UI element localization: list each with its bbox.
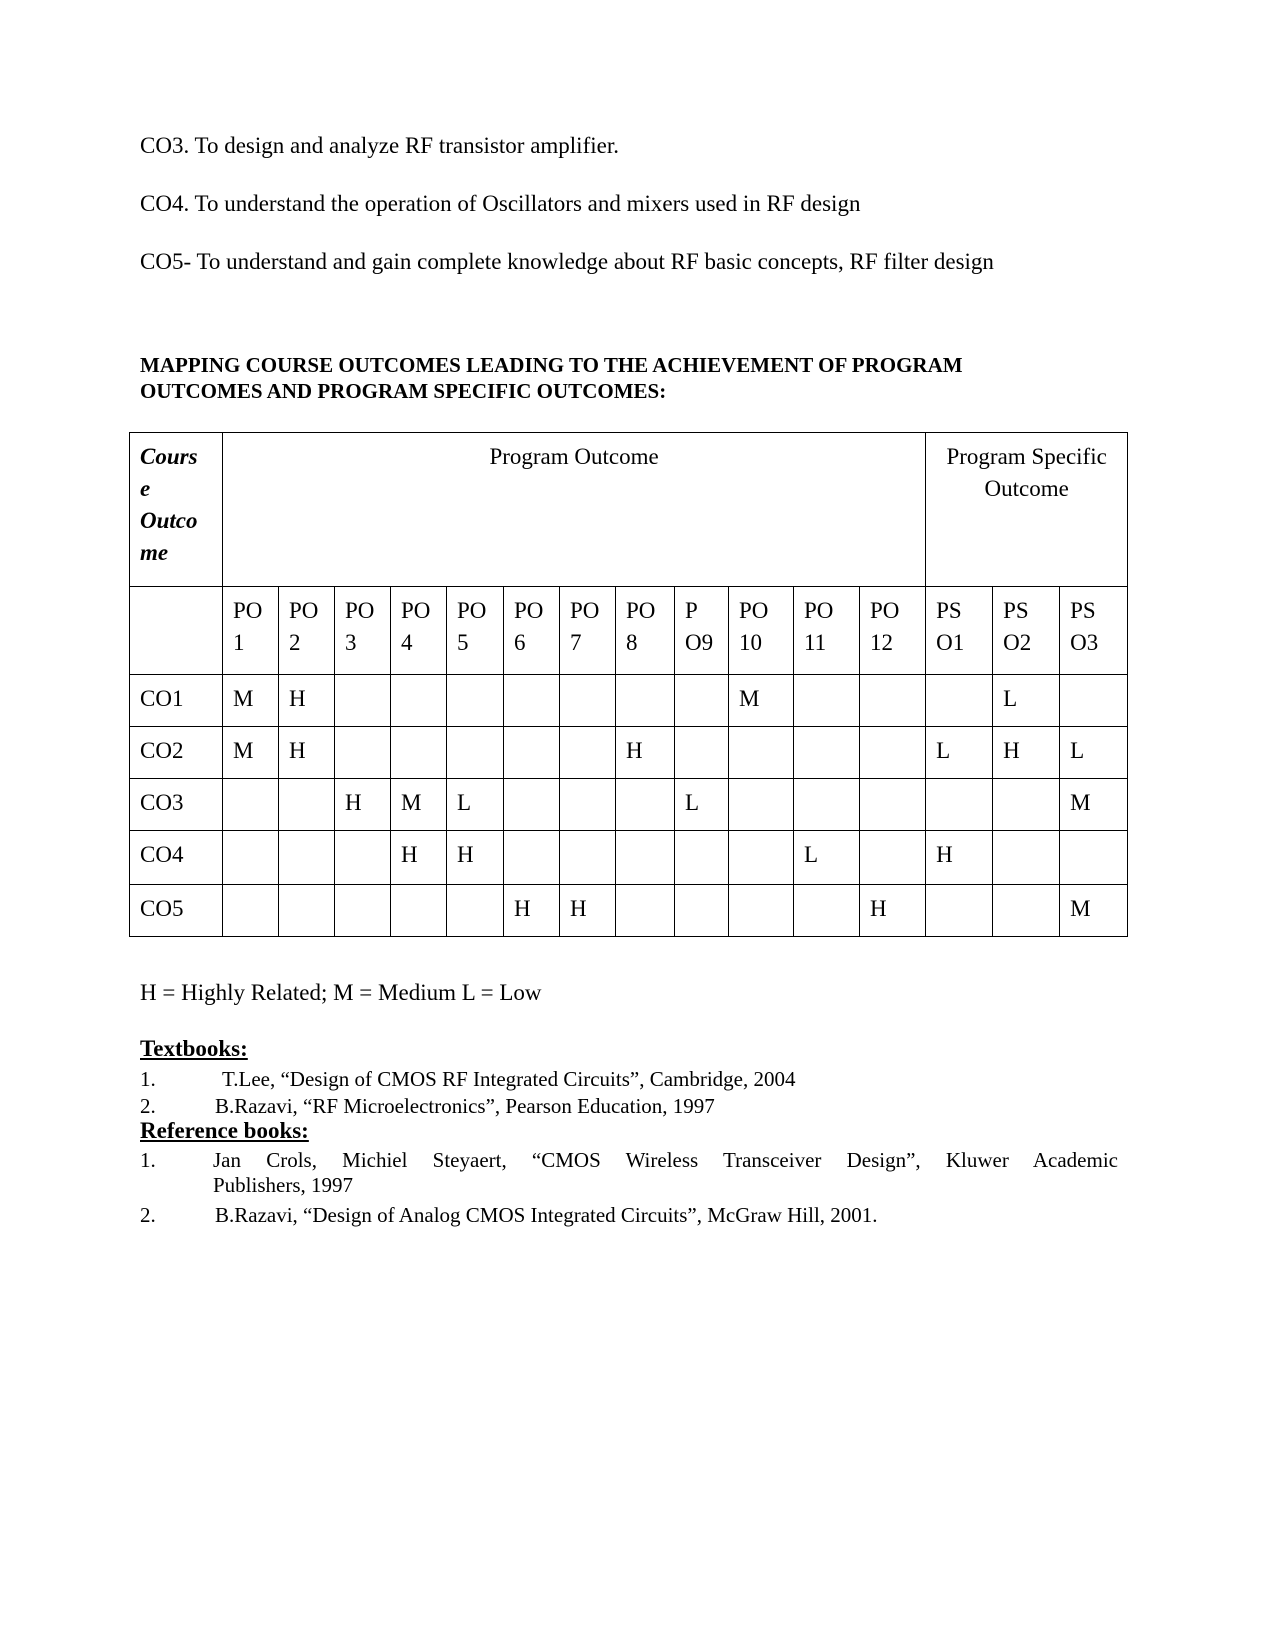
mapping-cell <box>794 727 860 779</box>
textbook-item: 1. T.Lee, “Design of CMOS RF Integrated Circuits”, Cambridge, 2004 <box>140 1067 796 1091</box>
mapping-cell <box>616 831 675 885</box>
mapping-cell <box>504 727 560 779</box>
mapping-cell <box>729 779 794 831</box>
mapping-cell: L <box>1060 727 1128 779</box>
empty-corner-cell <box>130 587 223 675</box>
mapping-cell <box>279 885 335 937</box>
mapping-cell <box>447 727 504 779</box>
program-outcome-header: Program Outcome <box>223 433 926 587</box>
mapping-cell <box>1060 675 1128 727</box>
mapping-cell <box>560 727 616 779</box>
mapping-cell <box>616 885 675 937</box>
column-header: PO 5 <box>447 587 504 675</box>
mapping-cell <box>279 779 335 831</box>
mapping-cell <box>675 831 729 885</box>
mapping-cell: H <box>447 831 504 885</box>
mapping-cell <box>675 885 729 937</box>
mapping-cell: L <box>993 675 1060 727</box>
table-row <box>130 885 1128 937</box>
mapping-cell <box>391 675 447 727</box>
mapping-cell: M <box>1060 885 1128 937</box>
mapping-cell <box>504 831 560 885</box>
column-header: PO 6 <box>504 587 560 675</box>
mapping-cell <box>223 885 279 937</box>
mapping-cell: H <box>504 885 560 937</box>
mapping-title <box>140 352 1100 404</box>
mapping-cell: H <box>391 831 447 885</box>
column-header: PO 2 <box>279 587 335 675</box>
mapping-cell: H <box>279 675 335 727</box>
mapping-cell: H <box>616 727 675 779</box>
mapping-table <box>129 432 1128 937</box>
column-header: PO 1 <box>223 587 279 675</box>
column-header: PS O3 <box>1060 587 1128 675</box>
mapping-cell <box>616 675 675 727</box>
mapping-cell: H <box>993 727 1060 779</box>
mapping-title-line1: MAPPING COURSE OUTCOMES LEADING TO THE ACHIEVEMENT OF PROGRAM <box>140 353 963 377</box>
mapping-cell: H <box>560 885 616 937</box>
mapping-cell: M <box>223 727 279 779</box>
reference-item: 1. Jan Crols, Michiel Steyaert, “CMOS Wireless Transceiver Design”, Kluwer Academic Publishers, 1997 <box>140 1148 1118 1197</box>
textbooks-heading: Textbooks: <box>140 1036 248 1061</box>
column-header: PO 4 <box>391 587 447 675</box>
mapping-cell <box>860 675 926 727</box>
mapping-cell <box>391 727 447 779</box>
mapping-cell <box>729 831 794 885</box>
mapping-cell <box>675 727 729 779</box>
column-header: PO 10 <box>729 587 794 675</box>
mapping-cell <box>616 779 675 831</box>
mapping-cell <box>504 779 560 831</box>
table-header-row <box>130 433 1128 587</box>
table-row <box>130 675 1128 727</box>
mapping-cell <box>993 831 1060 885</box>
mapping-cell <box>926 779 993 831</box>
mapping-cell: H <box>860 885 926 937</box>
mapping-cell <box>926 885 993 937</box>
mapping-cell: M <box>1060 779 1128 831</box>
mapping-cell <box>729 885 794 937</box>
mapping-cell <box>1060 831 1128 885</box>
column-header: PO 3 <box>335 587 391 675</box>
mapping-cell <box>447 675 504 727</box>
mapping-cell <box>223 779 279 831</box>
column-header: PO 8 <box>616 587 675 675</box>
mapping-cell: M <box>729 675 794 727</box>
column-header: PS O2 <box>993 587 1060 675</box>
column-header: PO 11 <box>794 587 860 675</box>
mapping-cell <box>560 831 616 885</box>
mapping-cell: M <box>391 779 447 831</box>
mapping-cell <box>794 675 860 727</box>
mapping-cell: H <box>926 831 993 885</box>
reference-item: 2. B.Razavi, “Design of Analog CMOS Integrated Circuits”, McGraw Hill, 2001. <box>140 1203 878 1227</box>
course-outcome-header: Cours e Outco me <box>130 433 223 587</box>
course-outcome-co4: CO4. To understand the operation of Oscillators and mixers used in RF design <box>140 191 861 216</box>
table-row <box>130 779 1128 831</box>
mapping-cell: L <box>447 779 504 831</box>
column-header: PO 12 <box>860 587 926 675</box>
mapping-cell <box>335 675 391 727</box>
mapping-cell <box>993 885 1060 937</box>
mapping-cell <box>926 675 993 727</box>
mapping-cell <box>279 831 335 885</box>
mapping-cell <box>391 885 447 937</box>
row-label: CO3 <box>130 779 223 831</box>
row-label: CO4 <box>130 831 223 885</box>
mapping-table-body <box>130 675 1128 937</box>
mapping-cell <box>560 779 616 831</box>
mapping-title-line2: OUTCOMES AND PROGRAM SPECIFIC OUTCOMES: <box>140 379 667 403</box>
mapping-cell: H <box>335 779 391 831</box>
mapping-cell: H <box>279 727 335 779</box>
program-specific-outcome-header: Program Specific Outcome <box>926 433 1128 587</box>
row-label: CO2 <box>130 727 223 779</box>
course-outcome-co5: CO5- To understand and gain complete knowledge about RF basic concepts, RF filter design <box>140 249 994 274</box>
legend: H = Highly Related; M = Medium L = Low <box>140 980 542 1005</box>
column-header-row <box>130 587 1128 675</box>
mapping-cell <box>447 885 504 937</box>
table-row <box>130 727 1128 779</box>
mapping-cell: M <box>223 675 279 727</box>
column-header: PS O1 <box>926 587 993 675</box>
mapping-cell <box>335 831 391 885</box>
mapping-cell <box>560 675 616 727</box>
mapping-cell: L <box>926 727 993 779</box>
mapping-cell <box>860 779 926 831</box>
mapping-cell <box>335 727 391 779</box>
mapping-cell <box>860 727 926 779</box>
mapping-cell <box>675 675 729 727</box>
reference-books-heading: Reference books: <box>140 1118 309 1143</box>
textbook-item: 2. B.Razavi, “RF Microelectronics”, Pearson Education, 1997 <box>140 1094 715 1118</box>
mapping-cell <box>223 831 279 885</box>
mapping-cell <box>794 885 860 937</box>
mapping-cell <box>504 675 560 727</box>
mapping-cell: L <box>675 779 729 831</box>
mapping-cell <box>729 727 794 779</box>
column-header: PO 7 <box>560 587 616 675</box>
mapping-cell <box>794 779 860 831</box>
row-label: CO5 <box>130 885 223 937</box>
mapping-cell <box>993 779 1060 831</box>
mapping-cell: L <box>794 831 860 885</box>
column-header: P O9 <box>675 587 729 675</box>
mapping-cell <box>860 831 926 885</box>
table-row <box>130 831 1128 885</box>
row-label: CO1 <box>130 675 223 727</box>
mapping-cell <box>335 885 391 937</box>
course-outcome-co3: CO3. To design and analyze RF transistor amplifier. <box>140 133 619 158</box>
